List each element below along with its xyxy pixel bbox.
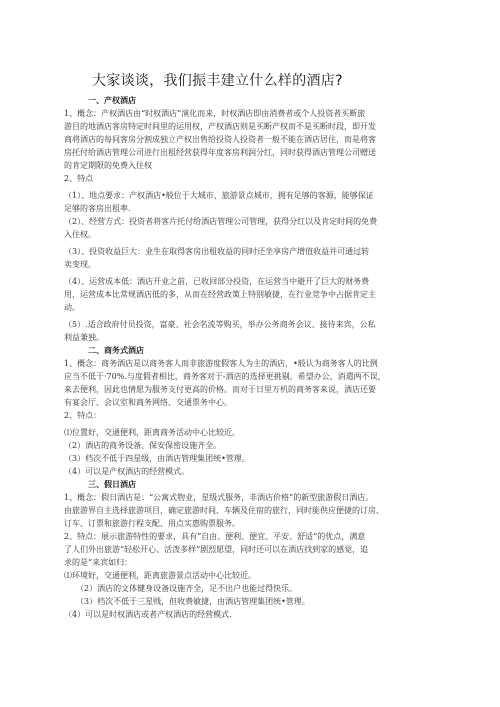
section-heading: 一、产权酒店 [88, 95, 136, 105]
text-line: （2）酒店的文体健身设备设施齐全，足不出户也能过得快乐。 [64, 584, 298, 593]
text-line: 游目的地酒店客房特定时间里的运用权，产权酒店则是买断产权而不是买断时段，即开发 [64, 122, 376, 131]
document-title: 大家谈谈，我们振丰建立什么样的酒店? [92, 73, 343, 89]
text-line: （5）.适合政府付员投资，富豪、社会名流等购买，举办公务商务会议、接待来宾，公私 [64, 320, 376, 329]
text-line: 1、概念：产权酒店由“时权酒店”演化而来，时权酒店即由消费者或个人投资者买断旅 [64, 109, 366, 118]
text-line: 商将酒店的每间客房分割成独立产权出售给投资人投资者一般不能在酒店居住，而是将客 [64, 135, 376, 144]
text-line: 动。 [64, 303, 80, 312]
text-line: （3）、投资收益巨大：业生在取得客房出租收益的同时还坐享房产增值收益并可通过转 [64, 247, 370, 256]
text-line: （4）可以是时权酒店或者产权酒店的经营模式. [64, 610, 232, 619]
text-line: 订车、订票和旅游行程支配、用点实惠购票服务。 [64, 519, 240, 528]
text-line: 了人们外出旅游“轻松开心、活泼多样”剧烈愿望，同时还可以在酒店找到家的感觉，追 [64, 545, 369, 554]
text-line: 入住权。 [64, 230, 96, 239]
text-line: （2）酒店的商务设备、保安保密设施齐全。 [64, 441, 222, 450]
text-line: （3）档次不低于三星贱，但收费敏捷，由酒店管理集团统•管理。 [64, 597, 310, 606]
text-line: 足够的客房出租率. [64, 204, 131, 213]
text-line: 1、概念：假日酒店是：“公寓式物业，星级式服务，非酒店价格”的新型旅游假日酒店。 [64, 493, 374, 502]
text-line: 求的是“来宾如归： [64, 558, 133, 567]
text-line: ⑴位置好，交通便利，距离商务活动中心比较近。 [64, 428, 240, 437]
text-line: （4）、运营成本低：酒店开业之前，已收回部分投资，在运营当中避开了巨大的财务费 [64, 277, 370, 286]
text-line: 来去便利，因此也情愿为服务支付更高的价格。而对于日里万机的商务客来说，酒店还要 [64, 385, 376, 394]
text-line: （4）可以是产权酒店的经营模式。 [64, 467, 190, 476]
text-line: 用，运营成本比常规酒店低的多，从而在经营政策上特别敏捷，在行业竞争中占据肯定主 [64, 290, 376, 299]
text-line: 由旅游界自主选择旅游项目，确定旅游时间、车辆及住宿的旅行，同时能供应便捷的订房、 [64, 506, 384, 515]
text-line: （2）、经营方式：投资者将客片托付给酒店管理公司管理，获得分红以及肯定时间的免费 [64, 217, 378, 226]
text-line: 1、概念：商务酒店是以商务客人而非旅游度假客人为主的酒店，•般认为商务客人的比例 [64, 359, 378, 368]
section-heading: 二、商务式酒店 [88, 345, 144, 355]
text-line: 应当不低于·70%.与度假者相比，商务客对于-酒店的选择更挑剔，希望办公、消遣两不误， [64, 372, 386, 381]
section-heading: 三、假日酒店 [88, 479, 136, 489]
text-line: 利益兼独。 [64, 333, 104, 342]
text-line: （3）档次不低于四星级，由酒店管理集团统•管理。 [64, 454, 250, 463]
text-line: 2、特点：展示旅游特性的要求，具有“自由、便利、便宜、平安、舒适”的优点，满意 [64, 532, 366, 541]
text-line: 卖变现。 [64, 260, 96, 269]
text-line: 房托付给酒店管理公司进行出租经营获得年度客房利润分红，同时获得酒店管理公司赠送 [64, 148, 376, 157]
document-body [64, 94, 444, 621]
text-line: 2、特点： [64, 411, 102, 420]
text-line: （1）、地点要求：产权酒店•般位于大城市、旅游景点城市，拥有足够的客源，能够保证 [64, 191, 374, 200]
text-line: 2、特点 [64, 174, 94, 183]
text-line: ⑴环境好，交通便利，距离旅游景点活动中心比较近。 [64, 571, 256, 580]
text-line: 有宴会厅、会议室和商务网络、交通票务中心。 [64, 398, 232, 407]
text-line: 的肯定期限的免费入住权 [64, 161, 152, 170]
